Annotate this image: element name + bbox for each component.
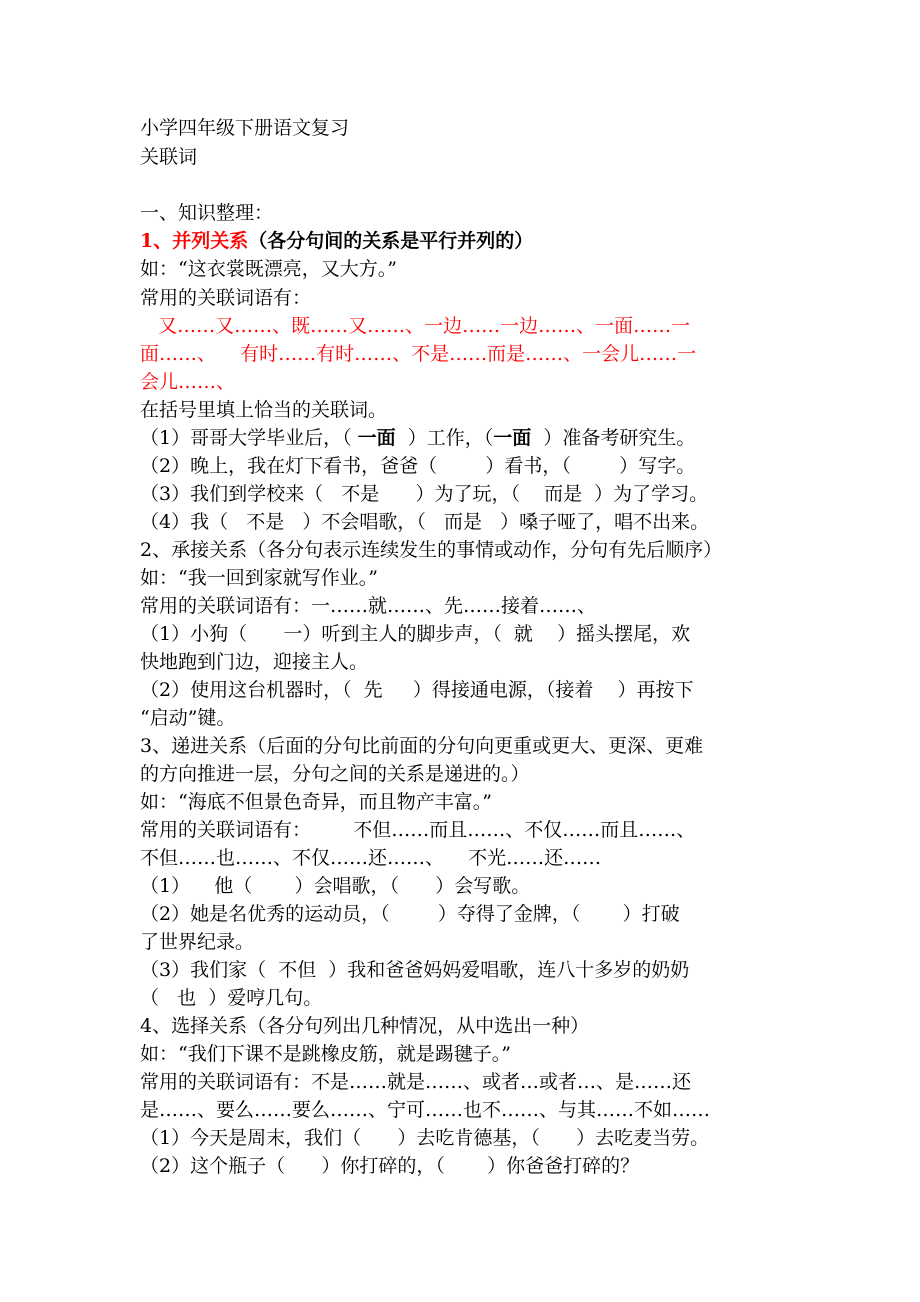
progressive-q2-line1: （2）她是名优秀的运动员，（ ）夺得了金牌，（ ）打破 [140, 903, 680, 925]
choice-q2: （2）这个瓶子（ ）你打碎的，（ ）你爸爸打碎的？ [140, 1155, 640, 1177]
progressive-example: 如：“海底不但景色奇异，而且物产丰富。” [140, 791, 492, 813]
parallel-q1: （1）哥哥大学毕业后，（ 一面 ）工作，（一面 ）准备考研究生。 [140, 427, 696, 449]
doc-subtitle: 关联词 [140, 146, 198, 168]
sequential-q1-line1: （1）小狗（ 一）听到主人的脚步声，（ 就 ）摇头摆尾，欢 [140, 623, 691, 645]
choice-example: 如：“我们下课不是跳橡皮筋，就是踢毽子。” [140, 1043, 511, 1065]
parallel-words-line1: 又……又……、既……又……、一边……一边……、一面……一 [140, 315, 691, 337]
heading-progressive-line2: 的方向推进一层，分句之间的关系是递进的。） [140, 763, 530, 785]
sequential-example: 如：“我一回到家就写作业。” [140, 567, 378, 589]
sequential-q2-line1: （2）使用这台机器时，（ 先 ）得接通电源，（接着 ）再按下 [140, 679, 694, 701]
choice-common-line2: 是……、要么……要么……、宁可……也不……、与其……不如…… [140, 1099, 711, 1121]
sequential-common: 常用的关联词语有：一……就……、先……接着……、 [140, 595, 597, 617]
progressive-common-line1: 常用的关联词语有： 不但……而且……、不仅……而且……、 [140, 819, 696, 841]
progressive-q2-line2: 了世界纪录。 [140, 931, 255, 953]
heading-sequential: 2、承接关系（各分句表示连续发生的事情或动作，分句有先后顺序） [140, 539, 723, 561]
answer: 一面 [357, 427, 396, 449]
doc-title: 小学四年级下册语文复习 [140, 117, 350, 139]
choice-q1: （1）今天是周末，我们（ ）去吃肯德基，（ ）去吃麦当劳。 [140, 1127, 710, 1149]
parallel-q2: （2）晚上，我在灯下看书，爸爸（ ）看书，（ ）写字。 [140, 455, 696, 477]
heading-progressive-line1: 3、递进关系（后面的分句比前面的分句向更重或更大、更深、更难 [140, 735, 704, 757]
answer: 一面 [493, 427, 532, 449]
choice-common-line1: 常用的关联词语有：不是……就是……、或者…或者…、是……还 [140, 1071, 692, 1093]
progressive-q3-line1: （3）我们家（ 不但 ）我和爸爸妈妈爱唱歌，连八十多岁的奶奶 [140, 959, 690, 981]
heading-parallel-desc: （各分句间的关系是平行并列的） [248, 230, 534, 252]
parallel-words-line3: 会儿……、 [140, 371, 236, 393]
sequential-q2-line2: “启动”键。 [140, 707, 236, 729]
heading-parallel-title: 1、并列关系 [140, 230, 249, 252]
sequential-q1-line2: 快地跑到门边，迎接主人。 [140, 651, 369, 673]
fill-instruction: 在括号里填上恰当的关联词。 [140, 399, 388, 421]
parallel-example: 如：“这衣裳既漂亮，又大方。” [140, 258, 397, 280]
heading-choice: 4、选择关系（各分句列出几种情况，从中选出一种） [140, 1015, 590, 1037]
progressive-q3-line2: （ 也 ）爱哼几句。 [140, 987, 323, 1009]
section-heading: 一、知识整理： [140, 202, 274, 224]
progressive-q1: （1） 他（ ）会唱歌，（ ）会写歌。 [140, 875, 531, 897]
parallel-common-label: 常用的关联词语有： [140, 287, 312, 309]
parallel-q3: （3）我们到学校来（ 不是 ）为了玩，（ 而是 ）为了学习。 [140, 483, 709, 505]
progressive-common-line2: 不但……也……、不仅……还……、 不光……还…… [140, 847, 602, 869]
parallel-words-line2: 面……、 有时……有时……、不是……而是……、一会儿……一 [140, 343, 697, 365]
parallel-q4: （4）我（ 不是 ）不会唱歌，（ 而是 ）嗓子哑了，唱不出来。 [140, 511, 710, 533]
heading-parallel [140, 227, 533, 255]
